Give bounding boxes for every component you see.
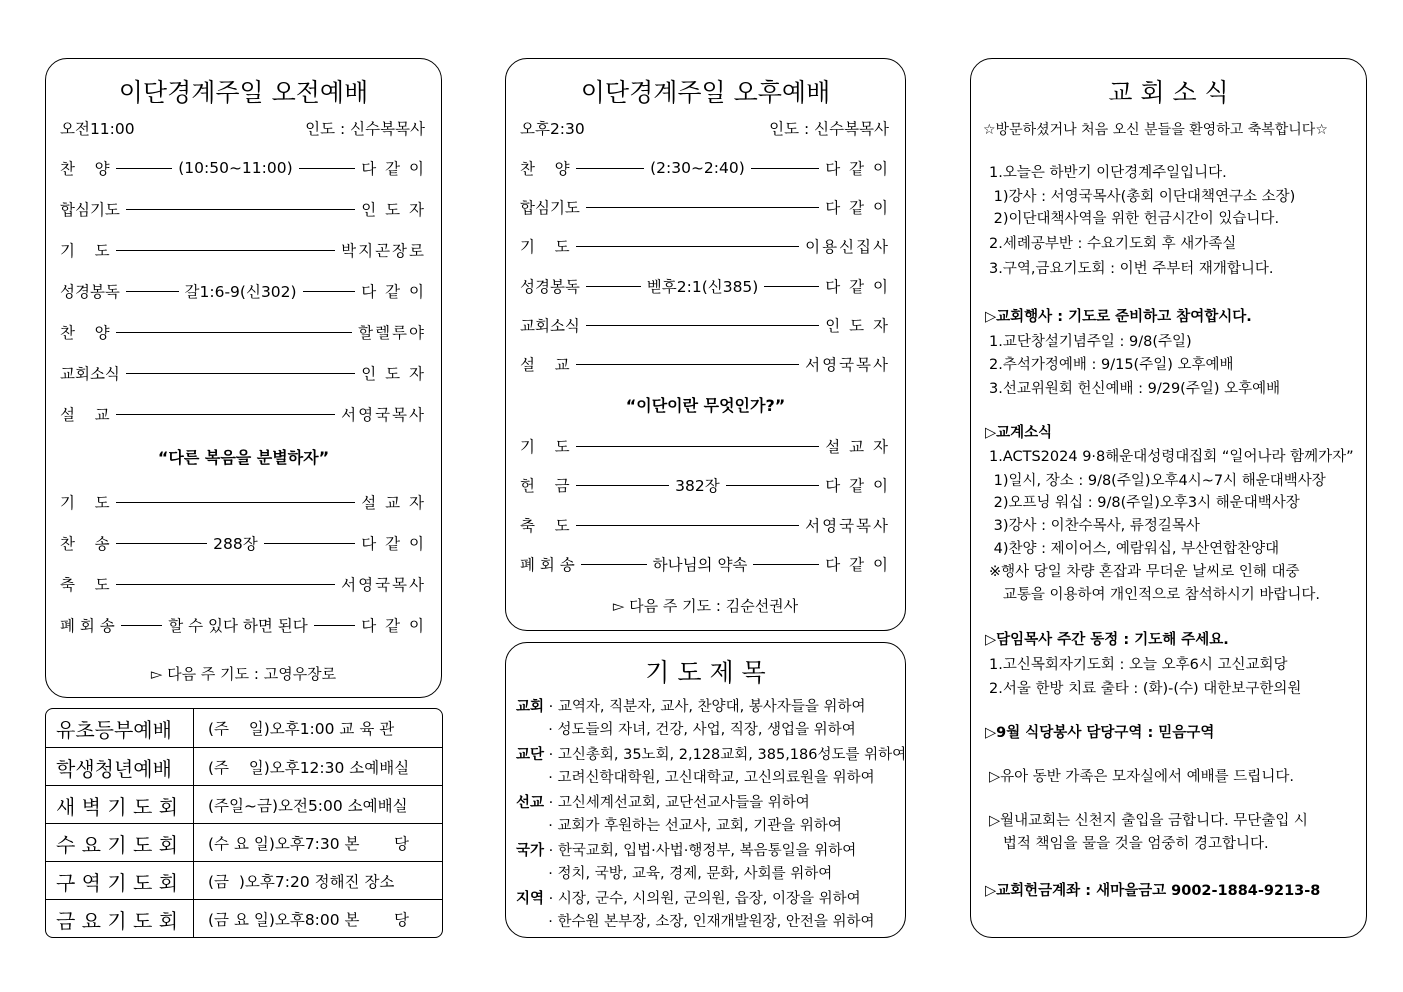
news-line: 1.고신목회자기도회 : 오늘 오후6시 고신교회당 <box>989 657 1288 673</box>
order-item-label: 교회소식 <box>520 317 580 335</box>
leader-dashes <box>586 325 819 326</box>
order-item-person: 다 같 이 <box>361 535 426 553</box>
schedule-time: (금 )오후7:20 정해진 장소 <box>208 873 395 891</box>
leader-dashes <box>126 373 355 374</box>
order-item <box>520 196 890 218</box>
news-line: 2.세례공부반 : 수요기도회 후 새가족실 <box>989 236 1237 252</box>
prayer-category: 선교 <box>516 795 545 811</box>
news-line: 3.선교위원회 헌신예배 : 9/29(주일) 오후예배 <box>989 381 1281 397</box>
afternoon-sermon-title: “이단이란 무엇인가?” <box>625 396 786 415</box>
prayer-line: 국가 · 한국교회, 입법·사법·행정부, 복음통일을 위하여 <box>516 843 857 859</box>
afternoon-service-panel <box>505 58 906 631</box>
schedule-time: (수 요 일)오후7:30 본 당 <box>208 835 409 853</box>
morning-service-panel <box>45 58 442 698</box>
prayer-category: 국가 <box>516 843 545 859</box>
schedule-time: (주일~금)오전5:00 소예배실 <box>208 797 408 815</box>
leader-dashes <box>576 168 644 169</box>
order-item-person: 인 도 자 <box>825 317 890 335</box>
news-heading: ▷담임목사 주간 동정 : 기도해 주세요. <box>985 632 1229 648</box>
leader-dashes <box>116 543 208 544</box>
prayer-text: 교역자, 직분자, 교사, 찬양대, 봉사자들을 위하여 <box>557 699 866 715</box>
schedule-row <box>46 823 442 862</box>
news-title: 교 회 소 식 <box>1108 78 1229 107</box>
order-item <box>60 573 426 595</box>
order-item <box>520 435 890 457</box>
news-line: 1)강사 : 서영국목사(총회 이단대책연구소 소장) <box>989 189 1296 205</box>
leader-dashes <box>586 286 641 287</box>
order-item-person: 다 같 이 <box>361 617 426 635</box>
order-item-person: 다 같 이 <box>825 556 891 574</box>
order-item-label: 헌 금 <box>520 477 570 495</box>
order-item <box>60 532 426 554</box>
order-item-person: 인 도 자 <box>361 365 426 383</box>
afternoon-leader: 인도 : 신수복목사 <box>769 120 889 138</box>
order-item-label: 찬 양 <box>60 324 110 342</box>
leader-dashes <box>576 446 820 447</box>
news-line: ※행사 당일 차량 혼잡과 무더운 날씨로 인해 대중 <box>989 564 1300 580</box>
prayer-line: · 고려신학대학원, 고신대학교, 고신의료원을 위하여 <box>516 769 875 786</box>
prayer-line: · 한수원 본부장, 소장, 인재개발원장, 안전을 위하여 <box>516 913 875 930</box>
order-item <box>520 474 890 496</box>
order-item-person: 다 같 이 <box>825 477 890 495</box>
order-item-label: 기 도 <box>520 438 570 456</box>
order-item-detail: (2:30~2:40) <box>650 159 745 177</box>
morning-time: 오전11:00 <box>60 120 135 138</box>
schedule-name: 금 요 기 도 회 <box>46 900 194 938</box>
prayer-line: 교단 · 고신총회, 35노회, 2,128교회, 385,186성도를 위하여 <box>516 747 907 763</box>
leader-dashes <box>116 250 335 251</box>
schedule-row <box>46 747 442 786</box>
order-item-label: 기 도 <box>60 242 110 260</box>
news-line: 3.구역,금요기도회 : 이번 주부터 재개합니다. <box>989 261 1274 277</box>
order-item <box>520 353 890 375</box>
order-item <box>60 321 426 343</box>
leader-dashes <box>303 291 356 292</box>
leader-dashes <box>126 209 355 210</box>
order-item <box>60 614 426 636</box>
morning-leader: 인도 : 신수복목사 <box>305 120 425 138</box>
order-item-label: 설 교 <box>520 356 570 374</box>
news-line: 2.서울 한방 치료 출타 : (화)-(수) 대한보구한의원 <box>989 681 1302 697</box>
leader-dashes <box>116 414 335 415</box>
prayer-category: 지역 <box>516 891 545 907</box>
morning-title: 이단경계주일 오전예배 <box>118 78 369 107</box>
order-item <box>60 157 426 179</box>
prayer-text: 고신총회, 35노회, 2,128교회, 385,186성도를 위하여 <box>557 747 907 763</box>
schedule-row <box>46 861 442 900</box>
prayer-line: · 교회가 후원하는 선교사, 교회, 기관을 위하여 <box>516 817 842 834</box>
order-item-person: 인 도 자 <box>361 201 426 219</box>
order-item <box>520 235 890 257</box>
leader-dashes <box>116 168 173 169</box>
order-item-label: 성경봉독 <box>60 283 120 301</box>
order-item-label: 합심기도 <box>520 199 580 217</box>
order-item-person: 다 같 이 <box>361 160 427 178</box>
order-item-person: 다 같 이 <box>825 278 891 296</box>
order-item-label: 기 도 <box>520 238 570 256</box>
afternoon-time: 오후2:30 <box>520 120 585 138</box>
prayer-line: · 정치, 국방, 교육, 경제, 문화, 사회를 위하여 <box>516 865 833 882</box>
prayer-line: 지역 · 시장, 군수, 시의원, 군의원, 읍장, 이장을 위하여 <box>516 891 861 907</box>
order-item-label: 찬 양 <box>60 160 110 178</box>
news-line: 2)오프닝 워십 : 9/8(주일)오후3시 해운대백사장 <box>989 495 1300 511</box>
church-news-panel <box>970 58 1367 938</box>
prayer-category: 교회 <box>516 699 545 715</box>
morning-next-prayer: ▻ 다음 주 기도 : 고영우장로 <box>150 665 337 683</box>
order-item <box>520 314 890 336</box>
news-line: ▷월내교회는 신천지 출입을 금합니다. 무단출입 시 <box>989 813 1308 829</box>
order-item-detail: 벧후2:1(신385) <box>646 278 759 296</box>
meeting-schedule-table <box>45 708 443 938</box>
schedule-name: 학생청년예배 <box>46 748 194 786</box>
leader-dashes <box>576 485 670 486</box>
news-line: 1.ACTS2024 9·8해운대성령대집회 “일어나라 함께가자” <box>989 449 1354 465</box>
order-item-label: 찬 양 <box>520 160 570 178</box>
order-item <box>520 553 890 575</box>
prayer-text: 한국교회, 입법·사법·행정부, 복음통일을 위하여 <box>557 843 857 859</box>
schedule-time: (금 요 일)오후8:00 본 당 <box>208 911 409 929</box>
afternoon-next-prayer: ▻ 다음 주 기도 : 김순선권사 <box>612 597 799 615</box>
prayer-text: 교회가 후원하는 선교사, 교회, 기관을 위하여 <box>557 817 842 834</box>
news-line: 교통을 이용하여 개인적으로 참석하시기 바랍니다. <box>989 587 1321 603</box>
news-line: ▷유아 동반 가족은 모자실에서 예배를 드립니다. <box>989 769 1294 785</box>
order-item-label: 성경봉독 <box>520 278 580 296</box>
schedule-name: 수 요 기 도 회 <box>46 824 194 862</box>
order-item <box>60 239 426 261</box>
leader-dashes <box>753 564 819 565</box>
morning-sermon-title: “다른 복음을 분별하자” <box>157 448 330 467</box>
order-item-label: 폐 회 송 <box>520 556 575 574</box>
order-item-person: 서영국목사 <box>805 517 890 535</box>
leader-dashes <box>576 364 799 365</box>
order-item <box>60 280 426 302</box>
leader-dashes <box>116 332 352 333</box>
order-item-detail: 288장 <box>213 535 258 553</box>
order-item-label: 기 도 <box>60 494 110 512</box>
order-item-person: 박지곤장로 <box>341 242 426 260</box>
order-item-person: 서영국목사 <box>341 576 426 594</box>
news-line: 1)일시, 장소 : 9/8(주일)오후4시~7시 해운대백사장 <box>989 473 1326 489</box>
leader-dashes <box>581 564 647 565</box>
order-item-person: 설 교 자 <box>825 438 890 456</box>
schedule-name: 구 역 기 도 회 <box>46 862 194 900</box>
afternoon-title: 이단경계주일 오후예배 <box>580 78 831 107</box>
news-line: 1.오늘은 하반기 이단경계주일입니다. <box>989 165 1227 181</box>
schedule-time: (주 일)오후1:00 교 육 관 <box>208 720 395 738</box>
prayer-topics-panel <box>505 642 906 938</box>
news-line: 1.교단창설기념주일 : 9/8(주일) <box>989 334 1192 350</box>
order-item-person: 할렐루야 <box>358 324 426 342</box>
prayer-line: · 성도들의 자녀, 건강, 사업, 직장, 생업을 위하여 <box>516 721 856 738</box>
order-item-label: 축 도 <box>520 517 570 535</box>
prayer-text: 고려신학대학원, 고신대학교, 고신의료원을 위하여 <box>557 769 875 786</box>
leader-dashes <box>764 286 819 287</box>
order-item-person: 서영국목사 <box>805 356 890 374</box>
order-item-person: 설 교 자 <box>361 494 426 512</box>
news-line: 2)이단대책사역을 위한 헌금시간이 있습니다. <box>989 211 1280 227</box>
schedule-row <box>46 709 442 747</box>
news-line: 법적 책임을 물을 것을 엄중히 경고합니다. <box>989 836 1269 852</box>
order-item <box>520 275 890 297</box>
schedule-row <box>46 899 442 938</box>
order-item-label: 합심기도 <box>60 201 120 219</box>
leader-dashes <box>726 485 820 486</box>
order-item-label: 축 도 <box>60 576 110 594</box>
order-item <box>60 403 426 425</box>
order-item-person: 다 같 이 <box>825 199 890 217</box>
order-item-detail: 382장 <box>675 477 720 495</box>
leader-dashes <box>576 246 799 247</box>
order-item-detail: 할 수 있다 하면 된다 <box>168 617 308 635</box>
order-item-person: 다 같 이 <box>825 160 891 178</box>
order-item <box>520 514 890 536</box>
order-item-label: 교회소식 <box>60 365 120 383</box>
news-heading: ▷교계소식 <box>985 425 1053 441</box>
news-line: 4)찬양 : 제이어스, 예람워십, 부산연합찬양대 <box>989 541 1280 557</box>
schedule-row <box>46 785 442 824</box>
leader-dashes <box>586 207 819 208</box>
order-item <box>60 491 426 513</box>
prayer-text: 고신세계선교회, 교단선교사들을 위하여 <box>557 795 810 811</box>
leader-dashes <box>126 291 179 292</box>
prayer-text: 시장, 군수, 시의원, 군의원, 읍장, 이장을 위하여 <box>557 891 861 907</box>
leader-dashes <box>264 543 356 544</box>
prayer-category: 교단 <box>516 747 545 763</box>
order-item <box>60 198 426 220</box>
schedule-time: (주 일)오후12:30 소예배실 <box>208 759 410 777</box>
order-item-detail: (10:50~11:00) <box>178 159 293 177</box>
order-item-label: 폐 회 송 <box>60 617 115 635</box>
prayer-text: 성도들의 자녀, 건강, 사업, 직장, 생업을 위하여 <box>557 721 856 738</box>
order-item-detail: 갈1:6-9(신302) <box>184 283 297 301</box>
order-item-label: 찬 송 <box>60 535 110 553</box>
order-item-person: 서영국목사 <box>341 406 426 424</box>
prayer-text: 정치, 국방, 교육, 경제, 문화, 사회를 위하여 <box>557 865 833 882</box>
leader-dashes <box>299 168 356 169</box>
order-item-label: 설 교 <box>60 406 110 424</box>
order-item-detail: 하나님의 약속 <box>652 556 748 574</box>
prayer-line: 교회 · 교역자, 직분자, 교사, 찬양대, 봉사자들을 위하여 <box>516 699 866 715</box>
news-heading: ▷교회행사 : 기도로 준비하고 참여합시다. <box>985 309 1252 325</box>
leader-dashes <box>121 625 162 626</box>
order-item <box>520 157 890 179</box>
prayer-title: 기 도 제 목 <box>645 658 766 687</box>
news-heading: ▷교회헌금계좌 : 새마을금고 9002-1884-9213-8 <box>985 883 1321 899</box>
order-item-person: 이용신집사 <box>805 238 890 256</box>
schedule-name: 유초등부예배 <box>46 709 194 747</box>
news-line: 2.추석가정예배 : 9/15(주일) 오후예배 <box>989 357 1234 373</box>
prayer-line: 선교 · 고신세계선교회, 교단선교사들을 위하여 <box>516 795 810 811</box>
leader-dashes <box>751 168 819 169</box>
prayer-text: 한수원 본부장, 소장, 인재개발원장, 안전을 위하여 <box>557 913 875 930</box>
news-welcome: ☆방문하셨거나 처음 오신 분들을 환영하고 축복합니다☆ <box>983 122 1328 138</box>
news-line: 3)강사 : 이찬수목사, 류정길목사 <box>989 518 1200 534</box>
schedule-name: 새 벽 기 도 회 <box>46 786 194 824</box>
order-item <box>60 362 426 384</box>
leader-dashes <box>116 502 356 503</box>
order-item-person: 다 같 이 <box>361 283 426 301</box>
leader-dashes <box>576 525 799 526</box>
leader-dashes <box>314 625 355 626</box>
news-heading: ▷9월 식당봉사 담당구역 : 믿음구역 <box>985 725 1215 741</box>
leader-dashes <box>116 584 335 585</box>
